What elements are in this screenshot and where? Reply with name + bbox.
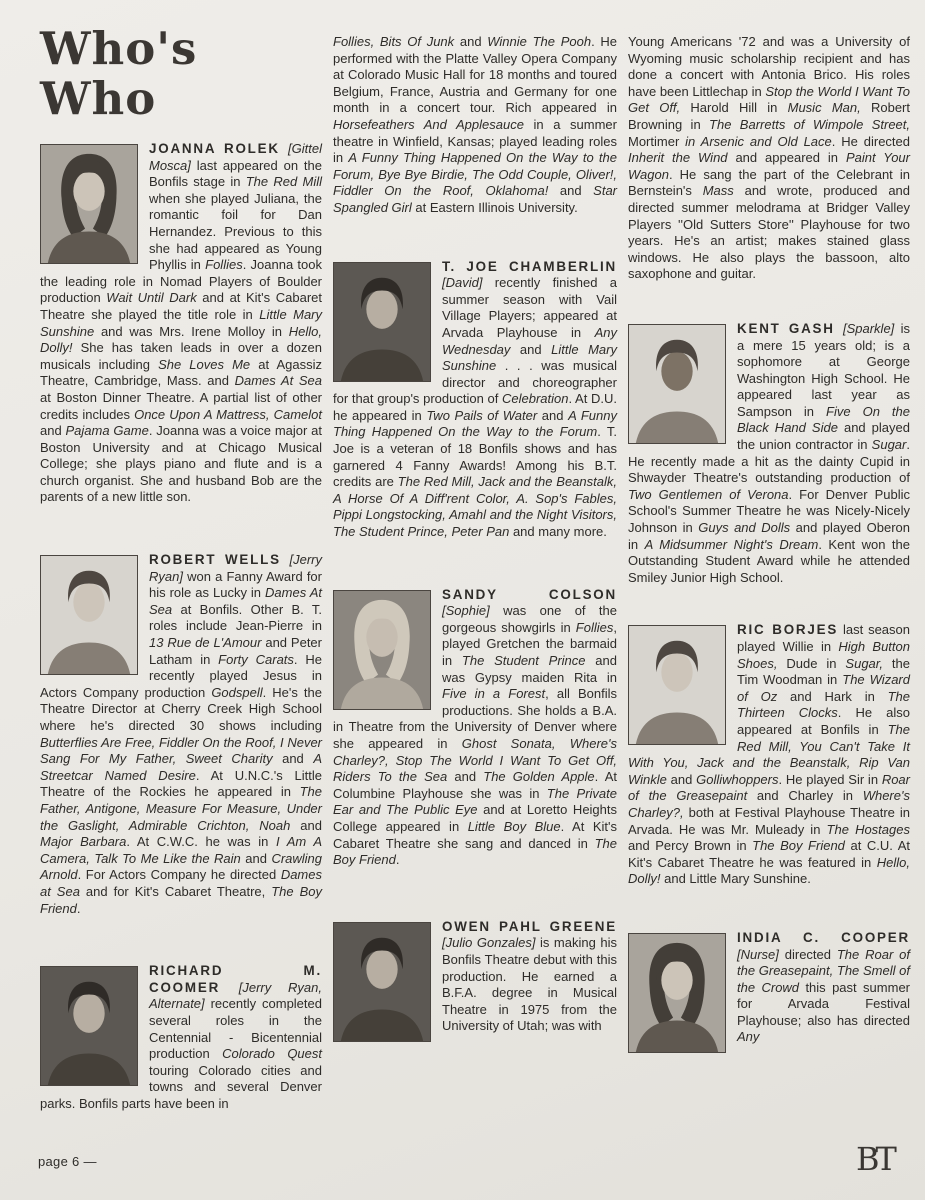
- bio-text: Young Americans '72 and was a University of Wyoming music scholarship recipient and has done a concert with Antonia Brico. His roles have been Littlechap in Stop the World I Want To Get Off, Harold Hill in Music Man, Robert Browning in The Barretts of Wimpole Street, Mortimer in Arsenic and Old Lace. He directed Inherit the Wind and appeared in Paint Your Wagon. He sang the part of the Celebrant in Bernstein's Mass and wrote, produced and directed summer melodrama at Bridger Valley Players ''Old Sutters Store'' Playhouse for two years. He's an artist; makes stained glass windows. He also plays the bassoon, alto saxophone and guitar.: [628, 34, 911, 282]
- bt-theatre-logo: [856, 1140, 893, 1178]
- bio-india-c-cooper: [628, 930, 910, 1058]
- page-number: page 6 —: [38, 1154, 97, 1169]
- bio-owen-pahl-greene: [333, 919, 617, 1047]
- bio-text: JOANNA ROLEK [Gittel Mosca] last appeared on the Bonfils stage in The Red Mill when she played Juliana, the romantic foil for Dan Hernandez. Previous to this she had appeared as Young Phyllis in Follies. Joanna took the leading role in Nomad Players of Boulder production Wait Until Dark and at Kit's Cabaret Theatre she played the title role in Little Mary Sunshine and was Mrs. Irene Molloy in Hello, Dolly! She has taken leads in over a dozen musicals including She Loves Me at Agassiz Theatre, Cambridge, Mass. and Dames At Sea at Boston Dinner Theatre. A partial list of other credits includes Once Upon A Mattress, Camelot and Pajama Game. Joanna was a voice major at Boston University and at Chicago Musical College; she plays piano and flute and is a church organist. She and husband Bob are the parents of a new little son.: [40, 141, 323, 505]
- bio-richard-m-coomer: [40, 963, 322, 1112]
- bio-joanna-rolek: [40, 141, 322, 506]
- page-title: Who's Who: [40, 22, 198, 125]
- bio-text: OWEN PAHL GREENE [Julio Gonzales] is making his Bonfils Theatre debut with this production. He earned a B.F.A. degree in Musical Theatre in 1975 from the University of Utah; was with: [442, 918, 617, 1034]
- robert-wells-photo: [40, 555, 138, 675]
- column-3: [628, 0, 910, 1058]
- bio-ric-borjes: [628, 622, 910, 888]
- sandy-colson-photo: [333, 590, 431, 710]
- bio-text: ROBERT WELLS [Jerry Ryan] won a Fanny Award for his role as Lucky in Dames At Sea at Bonfils. Other B. T. roles include Jean-Pierre in 13 Rue de L'Amour and Peter Latham in Forty Carats. He recently played Jesus in Actors Company production Godspell. He's the Theatre Director at Cherry Creek High School where he's directed 30 shows including Butterflies Are Free, Fiddler On the Roof, I Never Sang For My Father, Sweet Charity and A Streetcar Named Desire. At U.N.C.'s Little Theatre of the Rockies he appeared in The Father, Antigone, Measure For Measure, Under the Gaslight, Admirable Crichton, Noah and Major Barbara. At C.W.C. he was in I Am A Camera, Talk To Me Like the Rain and Crawling Arnold. For Actors Company he directed Dames at Sea and for Kit's Cabaret Theatre, The Boy Friend.: [40, 552, 323, 916]
- continuation-text-greene: [628, 34, 910, 283]
- bio-text: KENT GASH [Sparkle] is a mere 15 years old; is a sophomore at George Washington High School. He appeared last year as Sampson in Five On the Black Hand Side and played the union contractor in Sugar. He recently made a hit as the dainty Cupid in Shwayder Theatre's outstanding production of Two Gentlemen of Verona. For Denver Public School's Summer Theatre he was Nicely-Nicely Johnson in Guys and Dolls and played Oberon in A Midsummer Night's Dream. Kent won the Outstanding Student Award while he attended Smiley Junior High School.: [628, 320, 910, 585]
- continuation-text-coomer: [333, 34, 617, 217]
- bio-sandy-colson: [333, 587, 617, 869]
- bio-text: RIC BORJES last season played Willie in High Button Shoes, Dude in Sugar, the Tim Woodman in The Wizard of Oz and Hark in The Thirteen Clocks. He also appeared at Bonfils in The Red Mill, You Can't Take It With You, Jack and the Beanstalk, Rip Van Winkle and Golliwhoppers. He played Sir in Roar of the Greasepaint and Charley in Where's Charley?, both at Festival Playhouse Theatre in Arvada. He was Mr. Muleady in The Hostages and Percy Brown in The Boy Friend at C.U. At Kit's Cabaret Theatre he was featured in Hello, Dolly! and Little Mary Sunshine.: [628, 622, 911, 887]
- owen-pahl-greene-photo: [333, 922, 431, 1042]
- column-1: [40, 0, 322, 1112]
- bio-kent-gash: [628, 321, 910, 587]
- bio-text: Follies, Bits Of Junk and Winnie The Pooh. He performed with the Platte Valley Opera Company at Colorado Music Hall for 18 months and toured Belgium, France, Austria and Germany for one month in a concert tour. Rich appeared in Horsefeathers And Applesauce in a summer theatre in Winfield, Kansas; played leading roles in A Funny Thing Happened On the Way to the Forum, Bye Bye Birdie, The Odd Couple, Oliver!, Fiddler On the Roof, Oklahoma! and Star Spangled Girl at Eastern Illinois University.: [333, 34, 618, 215]
- bio-text: RICHARD M. COOMER [Jerry Ryan, Alternate] recently completed several roles in the Centennial - Bicentennial production Colorado Quest touring Colorado cities and towns and several Denver parks. Bonfils parts have been in: [40, 963, 322, 1111]
- t-joe-chamberlin-photo: [333, 262, 431, 382]
- bt-logo-text: BT: [856, 1140, 893, 1178]
- bio-text: SANDY COLSON [Sophie] was one of the gorgeous showgirls in Follies, played Gretchen the barmaid in The Student Prince and was Gypsy maiden Rita in Five in a Forest, all Bonfils productions. She holds a B.A. in Theatre from the University of Denver where she appeared in Ghost Sonata, Where's Charley?, Stop The World I Want To Get Off, Riders To the Sea and The Golden Apple. At Columbine Playhouse she was in The Private Ear and The Public Eye and at Loretto Heights College appeared in Little Boy Blue. At Kit's Cabaret Theatre she sang and danced in The Boy Friend.: [333, 586, 618, 868]
- india-c-cooper-photo: [628, 933, 726, 1053]
- ric-borjes-photo: [628, 625, 726, 745]
- kent-gash-photo: [628, 324, 726, 444]
- richard-m-coomer-photo: [40, 966, 138, 1086]
- bio-text: INDIA C. COOPER [Nurse] directed The Roar of the Greasepaint, The Smell of the Crowd this past summer for Arvada Festival Playhouse; also has directed Any: [737, 929, 910, 1045]
- column-2: [333, 0, 617, 1047]
- bio-t-joe-chamberlin: [333, 259, 617, 541]
- bio-robert-wells: [40, 552, 322, 917]
- joanna-rolek-photo: [40, 144, 138, 264]
- bio-text: T. JOE CHAMBERLIN [David] recently finished a summer season with Vail Village Players; appeared at Arvada Playhouse in Any Wednesday and Little Mary Sunshine . . . was musical director and choreographer for that group's production of Celebration. At D.U. he appeared in Two Pails of Water and A Funny Thing Happened On the Way to the Forum. T. Joe is a veteran of 18 Bonfils shows and has garnered 4 Fanny Awards! Among his B.T. credits are The Red Mill, Jack and the Beanstalk, A Horse Of A Diff'rent Color, A. Sop's Fables, Pippi Longstocking, Amahl and the Night Visitors, The Student Prince, Peter Pan and many more.: [333, 258, 617, 540]
